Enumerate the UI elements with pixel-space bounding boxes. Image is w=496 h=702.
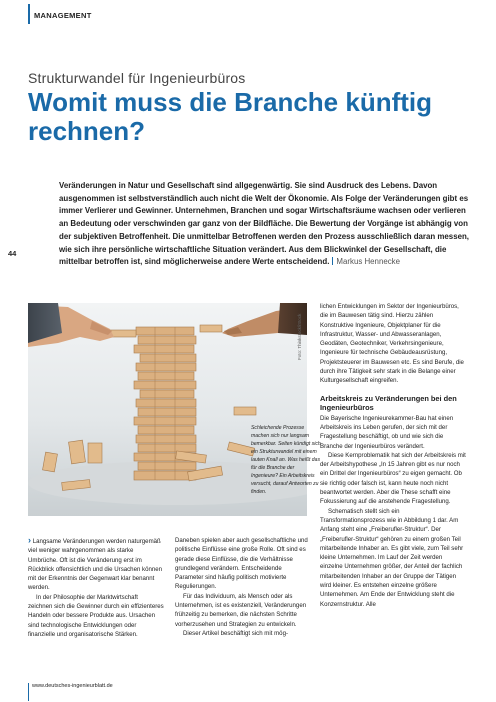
chevron-right-icon: ›	[28, 535, 31, 545]
lead-text: Veränderungen in Natur und Gesellschaft sind allgegenwärtig. Sie sind Ausdruck des Lebens. Davon ausgenommen ist selbstverständlich auch nicht die Welt der Ökonomie. Als Folge der Veränderungen gibt es immer Verlierer und Gewinner. Unternehmen, Branchen und sogar Wirtschaftsräume wachsen oder verlieren an Bedeutung oder verschwinden gar ganz von der Bildfläche. Die Bewertung der Vorgänge ist abhängig von der subjektiven Betroffenheit. Die unmittelbar Betroffenen werden den Prozess ausschließlich daran messen, wie sich ihre persönliche wirtschaftliche Situation verändert. Aus dem Blickwinkel der Gesellschaft, die mittelbar betroffen ist, sind möglicherweise andere Werte entscheidend.	[59, 181, 469, 267]
author-name: Markus Hennecke	[336, 257, 400, 267]
body-column-2	[175, 536, 311, 638]
body-column-1	[28, 536, 164, 639]
paragraph: Dieser Artikel beschäftigt sich mit mög-	[183, 629, 288, 637]
paragraph: lichen Entwicklungen im Sektor der Ingenieurbüros, die im Bauwesen tätig sind. Hierzu zählen Konstruktive Ingenieure, Objektplaner für die Infrastruktur, Wasser- und Abwasseranlagen, Geodäten, Geotechniker, Verkehrsingenieure, Ingenieure für technische Gebäudeausrüstung, Projektsteuerer im Bauwesen etc. Es sind Berufe, die durch ihre Tätigkeit sehr stark in die Belange einer Kulturgesellschaft eingreifen.	[320, 303, 464, 385]
paragraph	[28, 536, 164, 593]
paragraph: Schematisch stellt sich ein Transformationsprozess wie in Abbildung 1 dar. Am Anfang steht eine „Freiberufler-Struktur“. Der „Freiberufler-Struktur“ gehören zu einem großen Teil mitarbeitende Inhaber an. Es gibt viele, zum Teil sehr kleine Unternehmen. Im Lauf der Zeit werden einzelne Unternehmen größer, der Anteil der fachlich mitarbeitenden Inhaber an der Gruppe der Tätigen wird kleiner. Es entstehen einzelne größere Unternehmen. Am Ende der Entwicklung steht die Konzernstruktur. Alle	[320, 507, 464, 608]
paragraph: In der Philosophie der Marktwirtschaft zeichnen sich die Gewinner durch ein effizienteres Handeln oder bessere Produkte aus. Ursachen sind technologische Entwicklungen oder finanzielle und organisatorische Stärken.	[28, 593, 164, 638]
page-number: 44	[8, 249, 17, 258]
photo-caption: Schleichende Prozesse machen sich nur langsam bemerkbar. Selten kündigt sich ein Strukturwandel mit einem lauten Knall an. Was heißt das für die Branche der Ingenieure? Ein Arbeitskreis versucht, darauf Antworten zu finden.	[251, 425, 321, 495]
paragraph-text: Langsame Veränderungen werden naturgemäß viel weniger wahrgenommen als starke Umbrüche. Oft ist die Veränderung erst im Rückblick offensichtlich und die Ursachen können mit der Erkenntnis der Gegenwart klar benannt werden.	[28, 538, 163, 592]
author-divider	[332, 257, 333, 265]
paragraph: Die Bayerische Ingenieurekammer-Bau hat einen Arbeitskreis ins Leben gerufen, der sich mit der Fragestellung beschäftigt, ob und wie sich die Branche der Ingenieurbüros verändert.	[320, 414, 454, 450]
photo-credit: Foto: Thinkstock/iStock	[297, 313, 302, 360]
footer-url[interactable]: www.deutsches-ingenieurblatt.de	[32, 683, 113, 689]
header-accent-bar	[28, 4, 30, 24]
footer-accent-bar	[28, 683, 29, 701]
article-title: Womit muss die Branche künftig rechnen?	[28, 87, 433, 146]
subheading: Arbeitskreis zu Veränderungen bei den Ingenieurbüros	[320, 393, 457, 412]
paragraph: Für das Individuum, als Mensch oder als Unternehmen, ist es existenziell, Veränderungen frühzeitig zu bemerken, die nächsten Schritte vorherzusehen und Strategien zu entwickeln.	[175, 592, 307, 628]
section-label: MANAGEMENT	[34, 11, 92, 20]
paragraph: Diese Kernproblematik hat sich der Arbeitskreis mit der Arbeitshypothese „In 15 Jahren gibt es nur noch ein Drittel der Ingenieurbüros“ zu eigen gemacht. Ob sie richtig oder falsch ist, kann heute noch nicht beantwortet werden. Aber die These schafft eine Fokussierung auf die anstehende Fragestellung.	[320, 451, 466, 506]
article-lead	[59, 180, 469, 269]
article-kicker: Strukturwandel für Ingenieurbüros	[28, 70, 246, 86]
body-column-3	[320, 302, 466, 609]
paragraph: Daneben spielen aber auch gesellschaftliche und politische Einflüsse eine große Rolle. Oft sind es gerade diese Einflüsse, die die Verhältnisse grundlegend verändern. Entscheidende Parameter sind häufig politisch motivierte Regulierungen.	[175, 537, 308, 591]
